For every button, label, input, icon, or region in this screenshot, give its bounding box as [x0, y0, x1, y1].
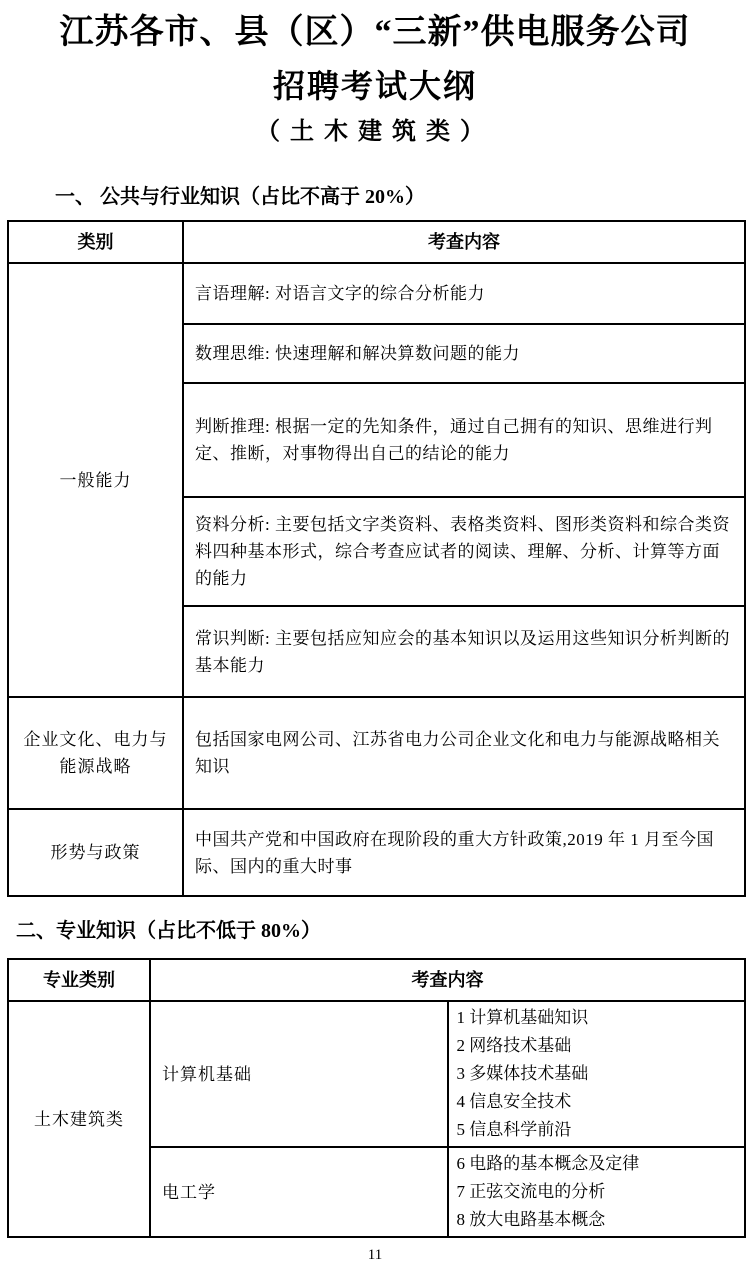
document-subtitle: （土木建筑类）	[256, 119, 494, 145]
table1-cell-math-thinking: 数理思维: 快速理解和解决算数问题的能力	[183, 324, 745, 383]
list-item: 1 计算机基础知识	[456, 1008, 589, 1027]
table2-items-computer-basics	[448, 1001, 746, 1147]
section2-heading: 二、专业知识（占比不低于 80%）	[16, 920, 321, 942]
list-item: 3 多媒体技术基础	[456, 1064, 589, 1083]
table2-items-electrical-engineering	[448, 1147, 746, 1237]
table1-row-policy	[8, 809, 745, 896]
section2-table	[7, 958, 746, 1238]
document-page	[0, 12, 750, 1263]
table2-subject-electrical-engineering: 电工学	[150, 1147, 448, 1237]
table1-cell-speech-comprehension: 言语理解: 对语言文字的综合分析能力	[183, 263, 745, 324]
table1-policy-label: 形势与政策	[8, 809, 183, 896]
table2-header-row	[8, 959, 745, 1001]
table2-row-computer-basics	[8, 1001, 745, 1147]
list-item: 8 放大电路基本概念	[456, 1210, 606, 1229]
table1-cell-data-analysis: 资料分析: 主要包括文字类资料、表格类资料、图形类资料和综合类资料四种基本形式，综合考查应试者的阅读、理解、分析、计算等方面的能力	[183, 497, 745, 606]
table1-header-row	[8, 221, 745, 263]
list-item: 4 信息安全技术	[456, 1092, 572, 1111]
section1-heading: 一、 公共与行业知识（占比不高于 20%）	[55, 186, 425, 208]
section1-table	[7, 220, 746, 897]
table2-header-content: 考查内容	[150, 959, 745, 1001]
table1-general-ability-label: 一般能力	[8, 263, 183, 697]
table2-header-category: 专业类别	[8, 959, 150, 1001]
table1-cell-corporate-culture: 包括国家电网公司、江苏省电力公司企业文化和电力与能源战略相关知识	[183, 697, 745, 809]
list-item: 5 信息科学前沿	[456, 1120, 572, 1139]
table1-header-content: 考查内容	[183, 221, 745, 263]
document-title-line1: 江苏各市、县（区）“三新”供电服务公司	[59, 14, 691, 51]
list-item: 6 电路的基本概念及定律	[456, 1154, 640, 1173]
list-item: 7 正弦交流电的分析	[456, 1182, 606, 1201]
table2-category-label: 土木建筑类	[8, 1001, 150, 1237]
table1-cell-policy: 中国共产党和中国政府在现阶段的重大方针政策,2019 年 1 月至今国际、国内的重大时事	[183, 809, 745, 896]
document-title-line2: 招聘考试大纲	[272, 68, 477, 104]
table1-cell-common-sense: 常识判断: 主要包括应知应会的基本知识以及运用这些知识分析判断的基本能力	[183, 606, 745, 697]
table1-header-category: 类别	[8, 221, 183, 263]
table1-cell-judgment-reasoning: 判断推理: 根据一定的先知条件，通过自己拥有的知识、思维进行判定、推断，对事物得出自己的结论的能力	[183, 383, 745, 497]
table1-row-speech	[8, 263, 745, 324]
table1-corporate-culture-label: 企业文化、电力与能源战略	[8, 697, 183, 809]
table1-row-corporate-culture	[8, 697, 745, 809]
page-number: 11	[367, 1247, 383, 1263]
list-item: 2 网络技术基础	[456, 1036, 572, 1055]
table2-subject-computer-basics: 计算机基础	[150, 1001, 448, 1147]
